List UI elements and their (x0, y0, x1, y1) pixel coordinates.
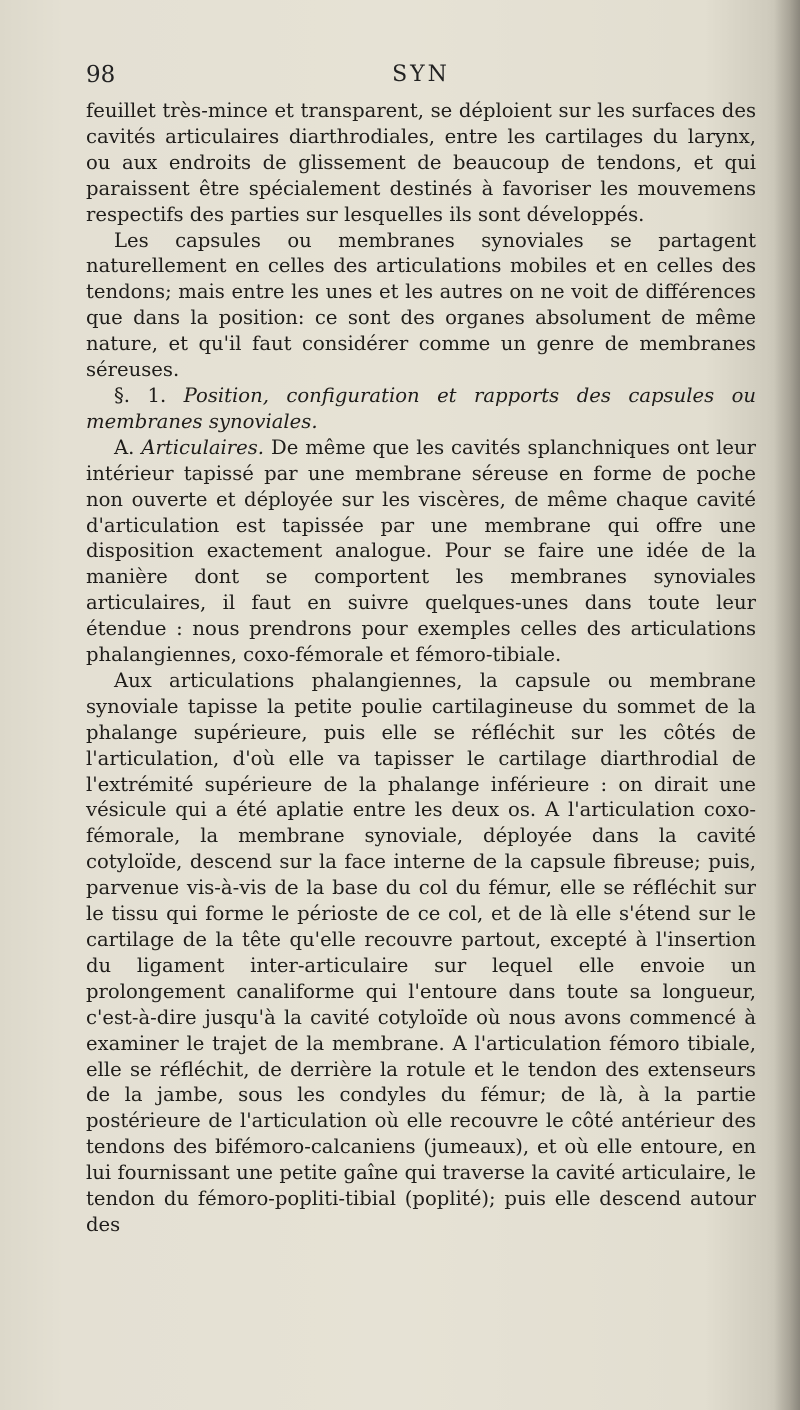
paragraph-synoviales-partage: Les capsules ou membranes synoviales se partagent naturellement en celles des articulations mobiles et en celles des tendons; mais entre les unes et les autres on ne voit de différences que dans la position: ce sont des organes absolument de même nature, et qu'il faut considérer comme un genre de membranes séreuses. (86, 228, 756, 382)
paragraph-articulaires (86, 435, 756, 668)
subsection-title: Articulaires. (141, 435, 265, 459)
body-text (86, 98, 756, 1238)
section-title: Position, configuration et rapports des capsules ou membranes synoviales. (86, 383, 757, 433)
page-number: 98 (86, 62, 116, 88)
paragraph-articulaires-text: De même que les cavités splanchniques ont leur intérieur tapissé par une membrane séreuse en forme de poche non ouverte et déployée sur les viscères, de même chaque cavité d'articulation est tapissée par une membrane qui offre une disposition exactement analogue. Pour se faire une idée de la manière dont se comportent les membranes synoviales articulaires, il faut en suivre quelques-unes dans toute leur étendue : nous prendrons pour exemples celles des articulations phalangiennes, coxo-fémorale et fémoro-tibiale. (86, 435, 756, 667)
paragraph-continuation: feuillet très-mince et transparent, se déploient sur les surfaces des cavités articulaires diarthrodiales, entre les cartilages du larynx, ou aux endroits de glissement de beaucoup de tendons, et qui paraissent être spécialement destinés à favoriser les mouvemens respectifs des parties sur lesquelles ils sont développés. (86, 99, 756, 226)
subsection-letter: A. (114, 435, 135, 459)
paragraph-articulations-phalangiennes: Aux articulations phalangiennes, la capsule ou membrane synoviale tapisse la petite poulie cartilagineuse du sommet de la phalange supérieure, puis elle se réfléchit sur les côtés de l'articulation, d'où elle va tapisser le cartilage diarthrodial de l'extrémité supérieure de la phalange inférieure : on dirait une vésicule qui a été aplatie entre les deux os. A l'articulation coxo-fémorale, la membrane synoviale, déployée dans la cavité cotyloïde, descend sur la face interne de la capsule fibreuse; puis, parvenue vis-à-vis de la base du col du fémur, elle se réfléchit sur le tissu qui forme le périoste de ce col, et de là elle s'étend sur le cartilage de la tête qu'elle recouvre partout, excepté à l'insertion du ligament inter-articulaire sur lequel elle envoie un prolongement canaliforme qui l'entoure dans toute sa longueur, c'est-à-dire jusqu'à la cavité cotyloïde où nous avons commencé à examiner le trajet de la membrane. A l'articulation fémoro tibiale, elle se réfléchit, de derrière la rotule et le tendon des extenseurs de la jambe, sous les condyles du fémur; de là, à la partie postérieure de l'articulation où elle recouvre le côté antérieur des tendons des bifémoro-calcaniens (jumeaux), et où elle entoure, en lui fournissant une petite gaîne qui traverse la cavité articulaire, le tendon du fémoro-popliti-tibial (poplité); puis elle descend autour des (86, 668, 756, 1236)
running-head (86, 62, 756, 94)
section-number: §. 1. (114, 383, 167, 407)
section-heading (86, 383, 756, 435)
running-head-title: SYN (392, 62, 450, 87)
page-edge-shadow (774, 0, 800, 1410)
